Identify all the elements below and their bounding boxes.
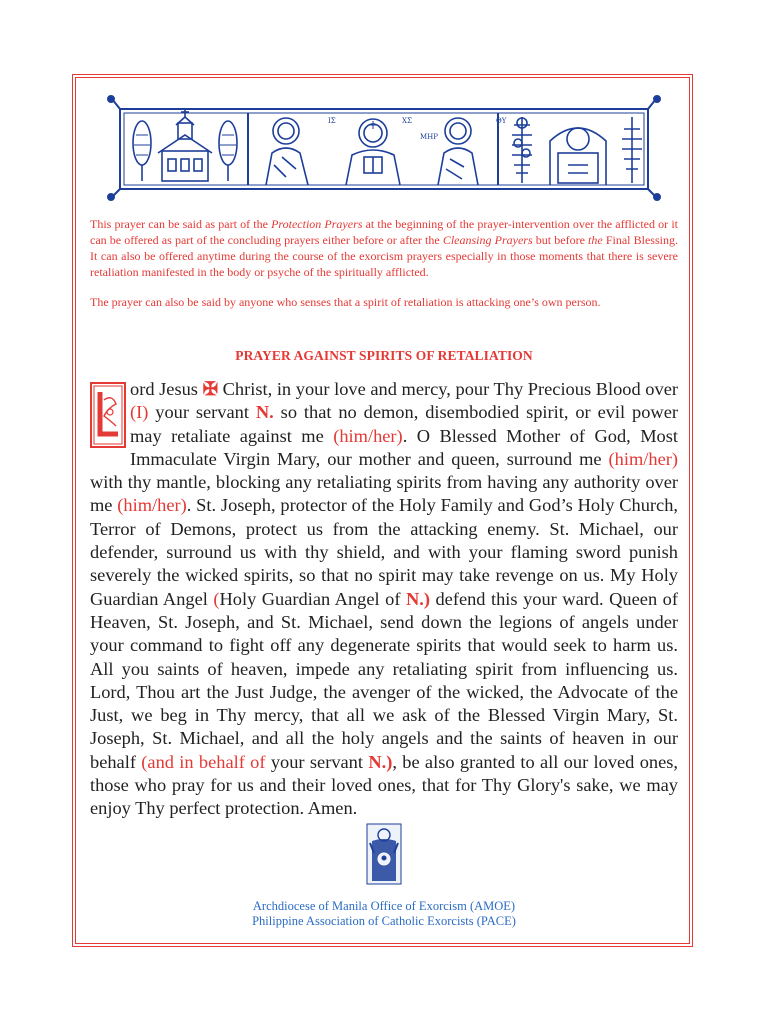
cleansing-prayers-term: Cleansing Prayers [442, 233, 533, 247]
prayer-pronoun: (him/her) [333, 425, 403, 446]
prayer-text: defend this your ward. Queen of Heaven, St. Joseph, and St. Michael, send down the legions of angels under your command to fight off any degenerate spirits that would seek to harm us. All you saints of heaven, impede any retaliating spirit from influencing us. Lord, Thou art the Just Judge, the avenger of the wicked, the Advocate of the Just, we beg in Thy mercy, that all we ask of the Blessed Virgin Mary, St. Joseph, St. Michael, and all the holy angels and the saints of heaven in our behalf [90, 588, 678, 772]
name-placeholder: N.) [368, 751, 393, 772]
name-placeholder: N. [255, 402, 274, 423]
prayer-text: Holy Guardian Angel of [219, 588, 406, 609]
intro-text-italic: the [588, 233, 603, 247]
prayer-pronoun: (him/her) [117, 495, 187, 516]
intro-text: Final Blessing. It can also be offered anytime during the course of the exorcism prayers especially in those moments that there is severe retaliation manifested in the body or psyche of the spiritually afflicted. [90, 233, 678, 279]
cross-icon: ✠ [202, 379, 219, 399]
prayer-body [90, 378, 678, 821]
prayer-pronoun: (I) [130, 402, 149, 423]
protection-prayers-term: Protection Prayers [271, 217, 363, 231]
prayer-paren: ( [213, 588, 220, 609]
name-placeholder: N.) [405, 588, 430, 609]
prayer-text: so that no demon, disembodied spirit, or evil power may retaliate against me [130, 402, 678, 446]
banner-inscription: ΘΥ [496, 117, 507, 125]
intro-text: This prayer can be said as part of the [90, 217, 272, 231]
byzantine-icon-banner-icon [106, 95, 662, 201]
prayer-text: , be also granted to all our loved ones, those who pray for us and their loved ones, that for Thy Glory's sake, we may enjoy Thy perfect protection. Amen. [90, 751, 679, 819]
prayer-pronoun: (and in behalf of [141, 751, 266, 772]
prayer-title: PRAYER AGAINST SPIRITS OF RETALIATION [235, 348, 533, 363]
intro-text: but before [532, 233, 589, 247]
intro-paragraph-anyone: The prayer can also be said by anyone who senses that a spirit of retaliation is attacking one’s own person. [90, 295, 601, 309]
prayer-text: your servant [148, 402, 256, 423]
intro-paragraph-usage [90, 216, 678, 280]
svg-text:L: L [108, 425, 110, 427]
prayer-text: . St. Joseph, protector of the Holy Family and God’s Holy Church, Terror of Demons, protect us from the attacking enemy. St. Michael, our defender, surround us with thy shield, and with your flaming sword punish severely the wicked spirits, so that no spirit may take revenge on us. My Holy Guardian Angel [90, 495, 678, 609]
prayer-text: . O Blessed Mother of God, Most Immaculate Virgin Mary, our mother and queen, surround me [130, 425, 679, 469]
banner-inscription: ΧΣ [402, 117, 412, 125]
prayer-pronoun: (him/her) [608, 448, 678, 469]
prayer-text: your servant [265, 751, 369, 772]
footer-amoe: Archdiocese of Manila Office of Exorcism (AMOE) [252, 899, 516, 913]
virgin-orans-icon [366, 823, 402, 885]
banner-inscription: ΜΗΡ [420, 133, 438, 141]
prayer-text: with thy mantle, blocking any retaliating spirits from having any authority over me [90, 472, 678, 516]
banner-inscription: ΙΣ [328, 117, 336, 125]
footer-pace: Philippine Association of Catholic Exorcists (PACE) [252, 914, 516, 928]
prayer-text: Christ, in your love and mercy, pour Thy Precious Blood over [218, 379, 678, 399]
illuminated-dropcap-icon [90, 382, 126, 448]
intro-text: at the beginning of the prayer-intervention over the afflicted or it can be offered as part of the concluding prayers either before or after the [90, 217, 678, 247]
prayer-text: ord Jesus [130, 379, 203, 399]
